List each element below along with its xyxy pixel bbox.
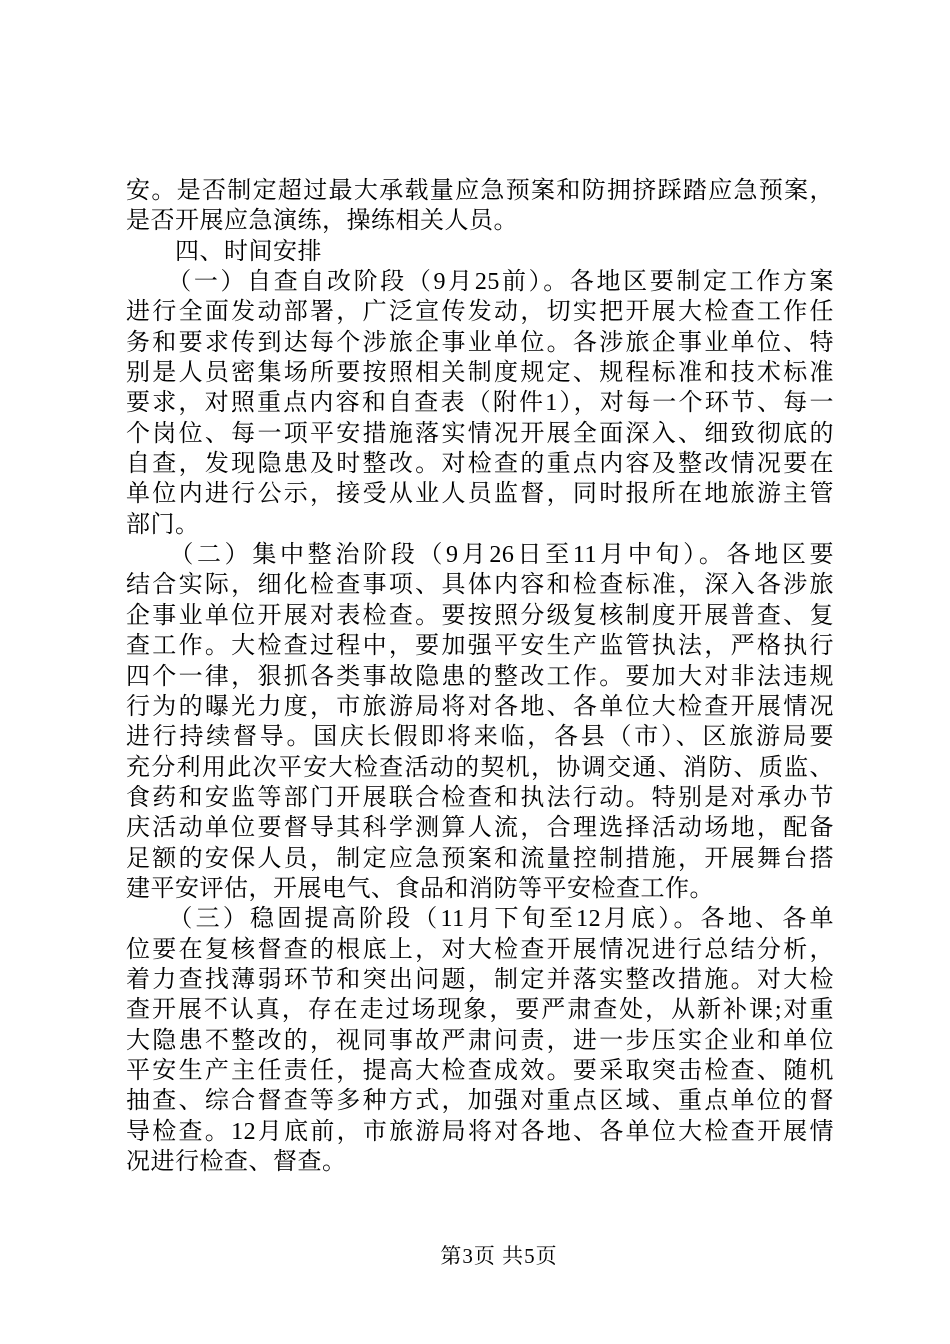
text-line: 自查，发现隐患及时整改。对检查的重点内容及整改情况要在: [126, 451, 834, 478]
text-line: 企事业单位开展对表检查。要按照分级复核制度开展普查、复: [126, 602, 834, 629]
text-line: 务和要求传到达每个涉旅企事业单位。各涉旅企事业单位、特: [126, 329, 834, 356]
text-line: 部门。: [126, 511, 200, 538]
page-number: 第3页 共5页: [440, 1244, 558, 1268]
text-line: 抽查、综合督查等多种方式，加强对重点区域、重点单位的督: [126, 1088, 834, 1115]
text-line: 行为的曝光力度，市旅游局将对各地、各单位大检查开展情况: [126, 693, 834, 720]
section-heading: 四、时间安排: [126, 238, 322, 265]
text-line: 着力查找薄弱环节和突出问题，制定并落实整改措施。对大检: [126, 966, 834, 993]
text-line: 进行持续督导。国庆长假即将来临，各县（市）、区旅游局要: [126, 724, 834, 751]
text-line: （三）稳固提高阶段（11月下旬至12月底）。各地、各单: [126, 906, 834, 933]
text-line: 查工作。大检查过程中，要加强平安生产监管执法，严格执行: [126, 633, 834, 660]
text-line: 平安生产主任责任，提高大检查成效。要采取突击检查、随机: [126, 1057, 834, 1084]
text-line: 要求，对照重点内容和自查表（附件1），对每一个环节、每一: [126, 390, 834, 417]
text-line: 是否开展应急演练，操练相关人员。: [126, 208, 518, 235]
text-line: 位要在复核督查的根底上，对大检查开展情况进行总结分析，: [126, 936, 834, 963]
text-line: 别是人员密集场所要按照相关制度规定、规程标准和技术标准: [126, 360, 834, 387]
text-line: 足额的安保人员，制定应急预案和流量控制措施，开展舞台搭: [126, 845, 834, 872]
text-line: 个岗位、每一项平安措施落实情况开展全面深入、细致彻底的: [126, 420, 834, 447]
text-line: 庆活动单位要督导其科学测算人流，合理选择活动场地，配备: [126, 815, 834, 842]
text-line: 结合实际，细化检查事项、具体内容和检查标准，深入各涉旅: [126, 572, 834, 599]
text-line: 查开展不认真，存在走过场现象，要严肃查处，从新补课;对重: [126, 997, 834, 1024]
document-body: [126, 176, 834, 1177]
text-line: 充分利用此次平安大检查活动的契机，协调交通、消防、质监、: [126, 754, 834, 781]
text-line: 四个一律，狠抓各类事故隐患的整改工作。要加大对非法违规: [126, 663, 834, 690]
text-line: 况进行检查、督查。: [126, 1149, 347, 1175]
text-line: 食药和安监等部门开展联合检查和执法行动。特别是对承办节: [126, 784, 834, 811]
text-line: 导检查。12月底前，市旅游局将对各地、各单位大检查开展情: [126, 1118, 834, 1145]
text-line: （一）自查自改阶段（9月25前）。各地区要制定工作方案: [126, 269, 834, 296]
text-line: 安。是否制定超过最大承载量应急预案和防拥挤踩踏应急预案，: [126, 178, 834, 204]
text-line: 进行全面发动部署，广泛宣传发动，切实把开展大检查工作任: [126, 299, 834, 326]
text-line: （二）集中整治阶段（9月26日至11月中旬）。各地区要: [126, 542, 834, 569]
text-line: 大隐患不整改的，视同事故严肃问责，进一步压实企业和单位: [126, 1027, 834, 1054]
text-line: 单位内进行公示，接受从业人员监督，同时报所在地旅游主管: [126, 481, 834, 508]
text-line: 建平安评估，开展电气、食品和消防等平安检查工作。: [126, 875, 714, 902]
